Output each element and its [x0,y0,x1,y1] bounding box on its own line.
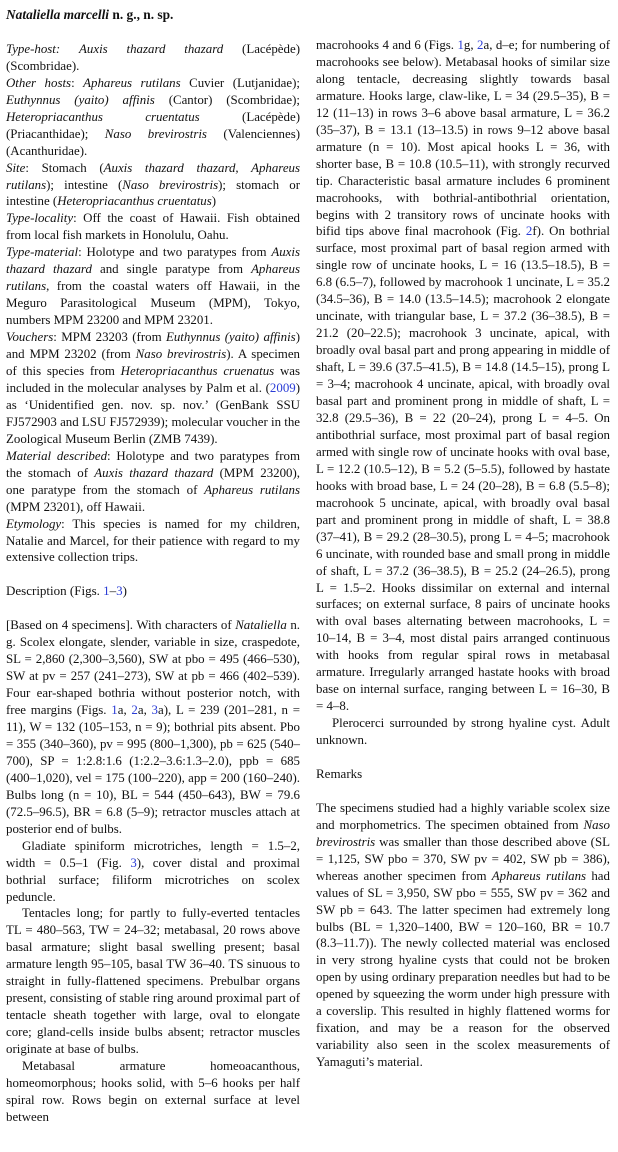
italic-text: Naso brevirostris [135,347,227,362]
paragraph [316,715,610,749]
italic-text: Etymology [6,516,62,531]
paragraph [6,75,300,160]
paragraph [6,160,300,211]
text: f). On bothrial surface, most proximal part of basal region armed with single row of uncinate hooks, L = 16 (13.5–18.5), B = 6.8 (6.5–7), followed by macrohook 1 uncinate, L = 35.2 (34.5–36), B = 14.0 (13.5–14.5); macrohook 2 elongate uncinate, with triangular base, L = 37.2 (36–38.5), B = 21.2 (20–22.5); macrohook 3 uncinate, apical, with broadly oval basal part and prong appearing in middle of shaft, L = 39.6 (37.5–41.5), B = 14.8 (14.5–15), prong L = 3–4; macrohook 4 uncinate, apical, with broadly oval basal part and prominent prong in middle of shaft, L = 32.8 (29.5–36), B = 22 (20–24), prong L = 4–5. On antibothrial surface, most proximal part of basal region armed with single row of uncinate hooks with oval base, L = 12.2 (10.5–12), B = 5.2 (5–5.5), followed by hastate hooks with broad base, L = 24 (20–28), B = 6.8 (5.5–8); macrohook 5 uncinate, apical, with broadly oval basal part and prominent prong in middle of shaft, L = 38.8 (37–41), B = 29.2 (28–30.5), prong L = 4–5; macrohook 6 uncinate, with rounded base and small prong in middle of shaft, L = 37.2 (36–38.5), B = 25.2 (24–26.5), prong L = 1.5–2. Hooks dissimilar on external and internal surfaces; on external surface, 8 pairs of uncinate hooks with oval bases alternating between macrohooks, L = 10–14, B = 3–4, most distal pairs arranged continuous with hooks from regular spiral rows in metabasal armature. Irregularly arranged hastate hooks with broad base on internal surface, ranging between L = 16–30, B = 4–8. [316,224,610,714]
text: Remarks [316,765,363,781]
text: (Lacépède) (Scombridae). [6,41,300,73]
text: – [109,583,117,599]
italic-text: Type-material [6,245,79,260]
text: ) as ‘Unidentified gen. nov. sp. nov.’ (GenBank SSU FJ572903 and LSU FJ572939); molecular voucher in the Zoological Museum Berlin (ZMB 7439). [6,380,300,446]
text: (MPM 23201), off Hawaii. [6,499,146,514]
text: : Holotype and two paratypes from the stomach of [6,448,300,480]
text: a, d–e; for numbering of macrohooks see below). Metabasal hooks of similar size along tentacle, decreasing slightly towards basal armature. Hooks large, claw-like, L = 34 (29.5–35), B = 12 (11–13) in rows 3–6 above basal armature, L = 36.2 (35–37), B = 13.1 (13–13.5) in rows 9–12 above basal armature (n = 10). Most apical hooks L = 36, with shorter base, B = 10.8 (10.5–11), with strongly recurved tip. Characteristic basal armature includes 6 prominent macrohooks, with bothrial-antibothrial orientation, begins with 2 transitory rows of uncinate hooks with bifid tips above final macrohook (Fig. [316,38,610,239]
italic-text: Vouchers [6,330,54,345]
text: was included in the molecular analyses by Palm et al. ( [6,364,300,395]
paragraph [6,838,300,906]
text: : MPM 23203 (from [53,330,166,345]
italic-text: Naso brevirostris [122,177,219,192]
section-heading [6,583,300,600]
text: ) [122,583,127,599]
text: Cuvier (Lutjanidae); [180,75,300,90]
figure-reference-link[interactable]: 3 [116,583,123,599]
text: , from the coastal waters off Hawaii, in the Meguro Parasitological Museum (MPM), Tokyo, numbers MPM 23200 and MPM 23201. [6,279,300,328]
paragraph [6,329,300,448]
italic-text: Material described [6,448,108,463]
text: ). A specimen of this species from [6,347,300,378]
italic-text: Heteropriacanthus cruentatus [57,194,212,209]
paragraph [6,41,300,75]
paragraph [6,1058,300,1126]
italic-text: Aphareus rutilans [491,868,587,883]
italic-text: Euthynnus (yaito) affinis [6,92,155,107]
italic-text: Naso brevirostris [104,126,207,141]
text: Tentacles long; for partly to fully-everted tentacles TL = 480–563, TW = 24–32; metabasal, 20 rows above basal armature; slight basal swelling present; basal armature length 95–105, basal TW 36–40. TS sinuous to straight in fully-flattened specimens. Prebulbar organs present, consisting of stable ring around proximal part of tentacle sheath together with large, oval to elongate core; gland-cells inside bulbs absent; retractor muscles originate at base of bulbs. [6,906,300,1057]
paragraph [6,244,300,329]
figure-reference-link[interactable]: 1 [111,703,118,718]
text: : This species is named for my children, Natalie and Marcel, for their patience with regard to my extensive collection trips. [6,516,300,565]
italic-text: Heteropriacanthus cruenatus [120,364,275,378]
paragraph [6,617,300,837]
text: g, [463,38,478,52]
paragraph [316,37,610,715]
text: macrohooks 4 and 6 (Figs. [316,38,458,52]
italic-text: Aphareus rutilans [6,262,300,294]
paragraph [6,210,300,244]
figure-reference-link[interactable]: 2009 [269,380,296,395]
text: n. g. Scolex elongate, slender, variable in size, craspedote, SL = 2,860 (2,300–3,560), SW at pbo = 495 (466–530), SW at pv = 257 (241–273), SW at pb = 466 (402–539). Four ear-shaped bothria without posterior notch, with free margins (Figs. [6,618,300,718]
text: had values of SL = 3,950, SW pbo = 555, SW pv = 362 and SW pb = 643. The latter specimen had extremely long bulbs (BL = 1,320–1400, BW = 120–160, BR = 10.7 (8.3–11.7)). The newly collected material was enclosed in very strong hyaline cysts that could not be broken open by using ordinary preparation needles but had to be opened by squeezing the worm under high pressure with a coverslip. This resulted in highly flattened worms for fixation, and may be a reason for the observed variability also seen in the scolex measurements of Yamaguti’s material. [316,868,610,1070]
text: ); intestine ( [46,177,123,192]
figure-reference-link[interactable]: 3 [151,703,158,718]
figure-reference-link[interactable]: 2 [525,224,533,239]
left-column [6,0,300,1126]
text: [Based on 4 specimens]. With characters of [6,618,236,633]
text: The specimens studied had a highly variable scolex size and morphometrics. The specimen obtained from [316,800,610,832]
paragraph [6,448,300,516]
text: : Stomach ( [25,160,104,175]
text [60,42,79,56]
text: (MPM 23200), one paratype from the stomach of [6,465,300,497]
text: Metabasal armature homeoacanthous, homeomorphous; hooks solid, with 5–6 hooks per half spiral row. Rows begin on external surface at level between [6,1059,300,1124]
italic-text: Type-host: [6,41,61,56]
italic-text: Aphareus rutilans [204,482,300,497]
figure-reference-link[interactable]: 2 [477,38,484,52]
paragraph [6,905,300,1058]
figure-reference-link[interactable]: 2 [131,703,138,718]
text: : Holotype and two paratypes from [78,245,272,260]
italic-text: Auxis thazard thazard [94,465,214,480]
figure-reference-link[interactable]: 3 [130,855,137,870]
text: was smaller than those described above (SL = 1,125, SW pbo = 370, SW pv = 402, SW pb = 386), whereas another specimen from [316,834,610,883]
figure-reference-link[interactable]: 1 [457,38,464,52]
text: a), L = 239 (201–281, n = 11), W = 132 (105–153, n = 9); bothrial pits absent. Pbo = 355 (340–360), pv = 995 (800–1,300), pb = 625 (540–700), SP = 1:2.8:1.6 (1:2.2–3.6:1.3–2.0), ppb = 685 (400–1,020), vel = 175 (100–220), app = 200 (160–240). Bulbs long (n = 10), BL = 544 (450–643), BW = 79.6 (72.5–96.5), BR = 6.8 (5–9); retractor muscles attach at posterior end of bulbs. [6,703,300,836]
italic-text: Naso brevirostris [316,817,610,849]
italic-text: Aphareus rutilans [83,75,181,90]
left-body [6,41,300,1126]
text: ) and MPM 23202 (from [6,330,300,362]
text: a, [137,703,152,718]
italic-text: Auxis thazard thazard [79,41,224,56]
text: Plerocerci surrounded by strong hyaline cyst. Adult unknown. [316,716,610,748]
text: ) [211,194,217,209]
right-column [316,37,610,1071]
paragraph [316,800,610,1071]
species-status: n. g., n. sp. [109,7,174,22]
italic-text: Nataliella [235,618,287,633]
text: (Valenciennes) (Acanthuridae). [6,126,300,158]
italic-text: Type-locality [6,211,74,226]
text: and single paratype from [91,262,252,277]
italic-text: Euthynnus (yaito) affinis [165,330,296,345]
right-body [316,37,610,1071]
italic-text: Site [6,160,26,175]
text: Gladiate spiniform microtriches, length = 1.5–2, width = 0.5–1 (Fig. [6,838,300,870]
italic-text: Heteropriacanthus cruentatus [6,109,200,124]
figure-reference-link[interactable]: 1 [103,583,110,599]
species-title [6,7,300,24]
text: Description (Figs. [6,583,104,599]
section-heading [316,766,610,783]
species-name: Nataliella marcelli [6,7,110,22]
italic-text: Auxis thazard thazard [6,245,300,277]
text: a, [117,703,132,718]
italic-text: Other hosts [6,75,72,90]
text: (Cantor) (Scombridae); [154,92,300,107]
text: ), cover distal and proximal bothrial surface; filiform microtriches on scolex peduncle. [6,855,300,904]
text: : Off the coast of Hawaii. Fish obtained from local fish markets in Honolulu, Oahu. [6,211,300,243]
text: ); stomach or intestine ( [6,177,300,209]
text: : [71,75,84,90]
paragraph [6,516,300,567]
text: (Lacépède) (Priacanthidae); [6,109,300,141]
italic-text: Auxis thazard thazard, Aphareus rutilans [6,160,300,192]
